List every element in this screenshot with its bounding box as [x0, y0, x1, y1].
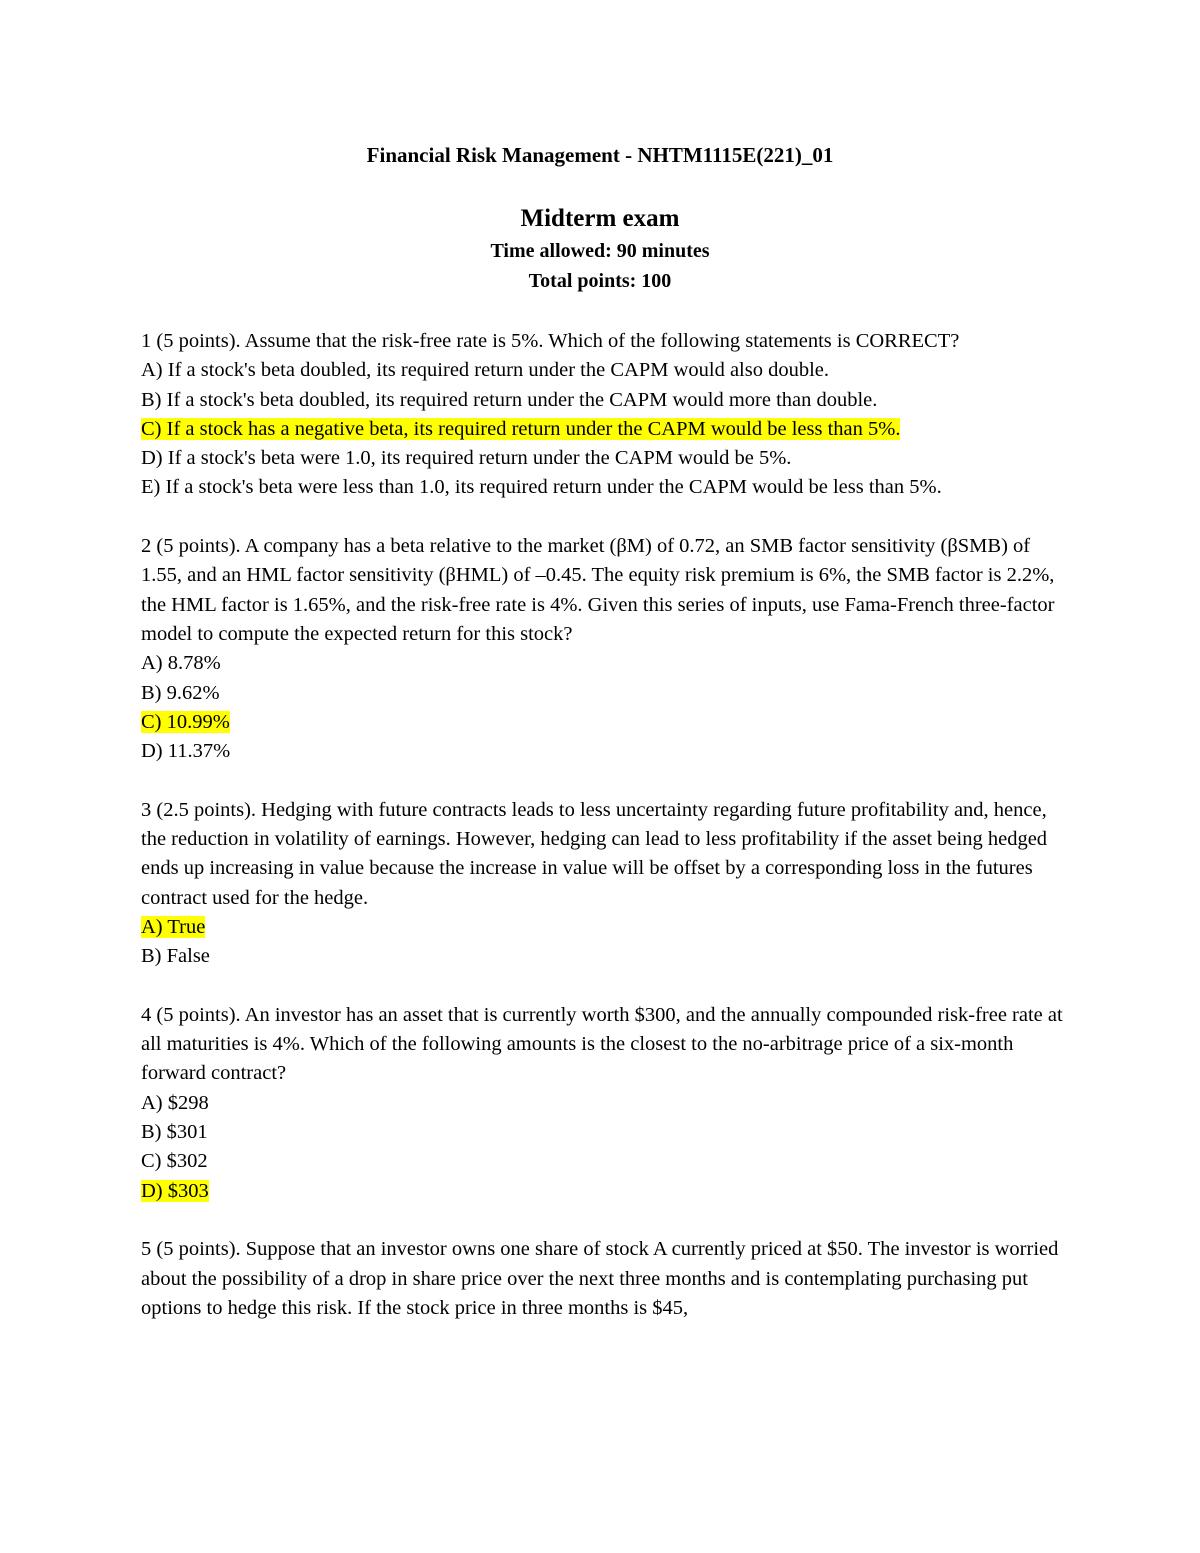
answer-text: D) 11.37%: [141, 740, 231, 763]
answer-option: [141, 649, 1071, 678]
answer-text: A) If a stock's beta doubled, its required return under the CAPM would also double.: [141, 359, 830, 382]
answer-text: D) If a stock's beta were 1.0, its required return under the CAPM would be 5%.: [141, 447, 792, 470]
answer-text: B) False: [141, 945, 210, 968]
question-2: [141, 532, 1071, 766]
answer-option: [141, 679, 1071, 708]
question-4: [141, 1001, 1071, 1206]
answer-option: [141, 386, 1071, 415]
questions-section: [141, 327, 1071, 1352]
question-1: [141, 327, 1071, 503]
highlighted-answer: A) True: [141, 915, 206, 938]
answer-option: [141, 1118, 1071, 1147]
answer-option: [141, 737, 1071, 766]
answer-text: B) 9.62%: [141, 681, 220, 704]
total-points: Total points: 100: [528, 270, 672, 292]
answer-option: [141, 444, 1071, 473]
question-stem: 1 (5 points). Assume that the risk-free rate is 5%. Which of the following statements is CORRECT?: [141, 330, 960, 352]
answer-option: [141, 1147, 1071, 1176]
highlighted-answer: D) $303: [141, 1179, 209, 1202]
exam-title: Midterm exam: [520, 205, 680, 232]
answer-text: C) $302: [141, 1150, 208, 1173]
answer-option: [141, 942, 1071, 971]
question-5: [141, 1235, 1071, 1323]
answer-option: [141, 473, 1071, 502]
answer-option: [141, 356, 1071, 385]
answer-option: [141, 1177, 1071, 1206]
question-stem: 2 (5 points). A company has a beta relative to the market (βM) of 0.72, an SMB factor sensitivity (βSMB) of 1.55, and an HML factor sensitivity (βHML) of –0.45. The equity risk premium is 6%, the SMB factor is 2.2%, the HML factor is 1.65%, and the risk-free rate is 4%. Given this series of inputs, use Fama-French three-factor model to compute the expected return for this stock?: [141, 535, 1055, 645]
course-title: Financial Risk Management - NHTM1115E(221)_01: [366, 143, 834, 167]
answer-option: [141, 1089, 1071, 1118]
answer-option: [141, 415, 1071, 444]
question-stem: 5 (5 points). Suppose that an investor owns one share of stock A currently priced at $50. The investor is worried about the possibility of a drop in share price over the next three months and is contemplating purchasing put options to hedge this risk. If the stock price in three months is $45,: [141, 1238, 1059, 1319]
question-stem: 3 (2.5 points). Hedging with future contracts leads to less uncertainty regarding future profitability and, hence, the reduction in volatility of earnings. However, hedging can lead to less profitability if the asset being hedged ends up increasing in value because the increase in value will be offset by a corresponding loss in the futures contract used for the hedge.: [141, 798, 1048, 909]
highlighted-answer: C) If a stock has a negative beta, its required return under the CAPM would be less than 5%.: [141, 417, 901, 440]
answer-text: A) $298: [141, 1091, 209, 1114]
highlighted-answer: C) 10.99%: [141, 710, 230, 733]
answer-text: B) If a stock's beta doubled, its required return under the CAPM would more than double.: [141, 388, 878, 411]
answer-text: E) If a stock's beta were less than 1.0, its required return under the CAPM would be less than 5%.: [141, 476, 942, 499]
answer-option: [141, 913, 1071, 942]
time-allowed: Time allowed: 90 minutes: [490, 240, 710, 262]
answer-text: B) $301: [141, 1121, 208, 1144]
answer-option: [141, 708, 1071, 737]
question-stem: 4 (5 points). An investor has an asset that is currently worth $300, and the annually compounded risk-free rate at all maturities is 4%. Which of the following amounts is the closest to the no-arbitrage price of a six-month forward contract?: [141, 1003, 1063, 1085]
answer-text: A) 8.78%: [141, 652, 221, 675]
question-3: [141, 796, 1071, 972]
